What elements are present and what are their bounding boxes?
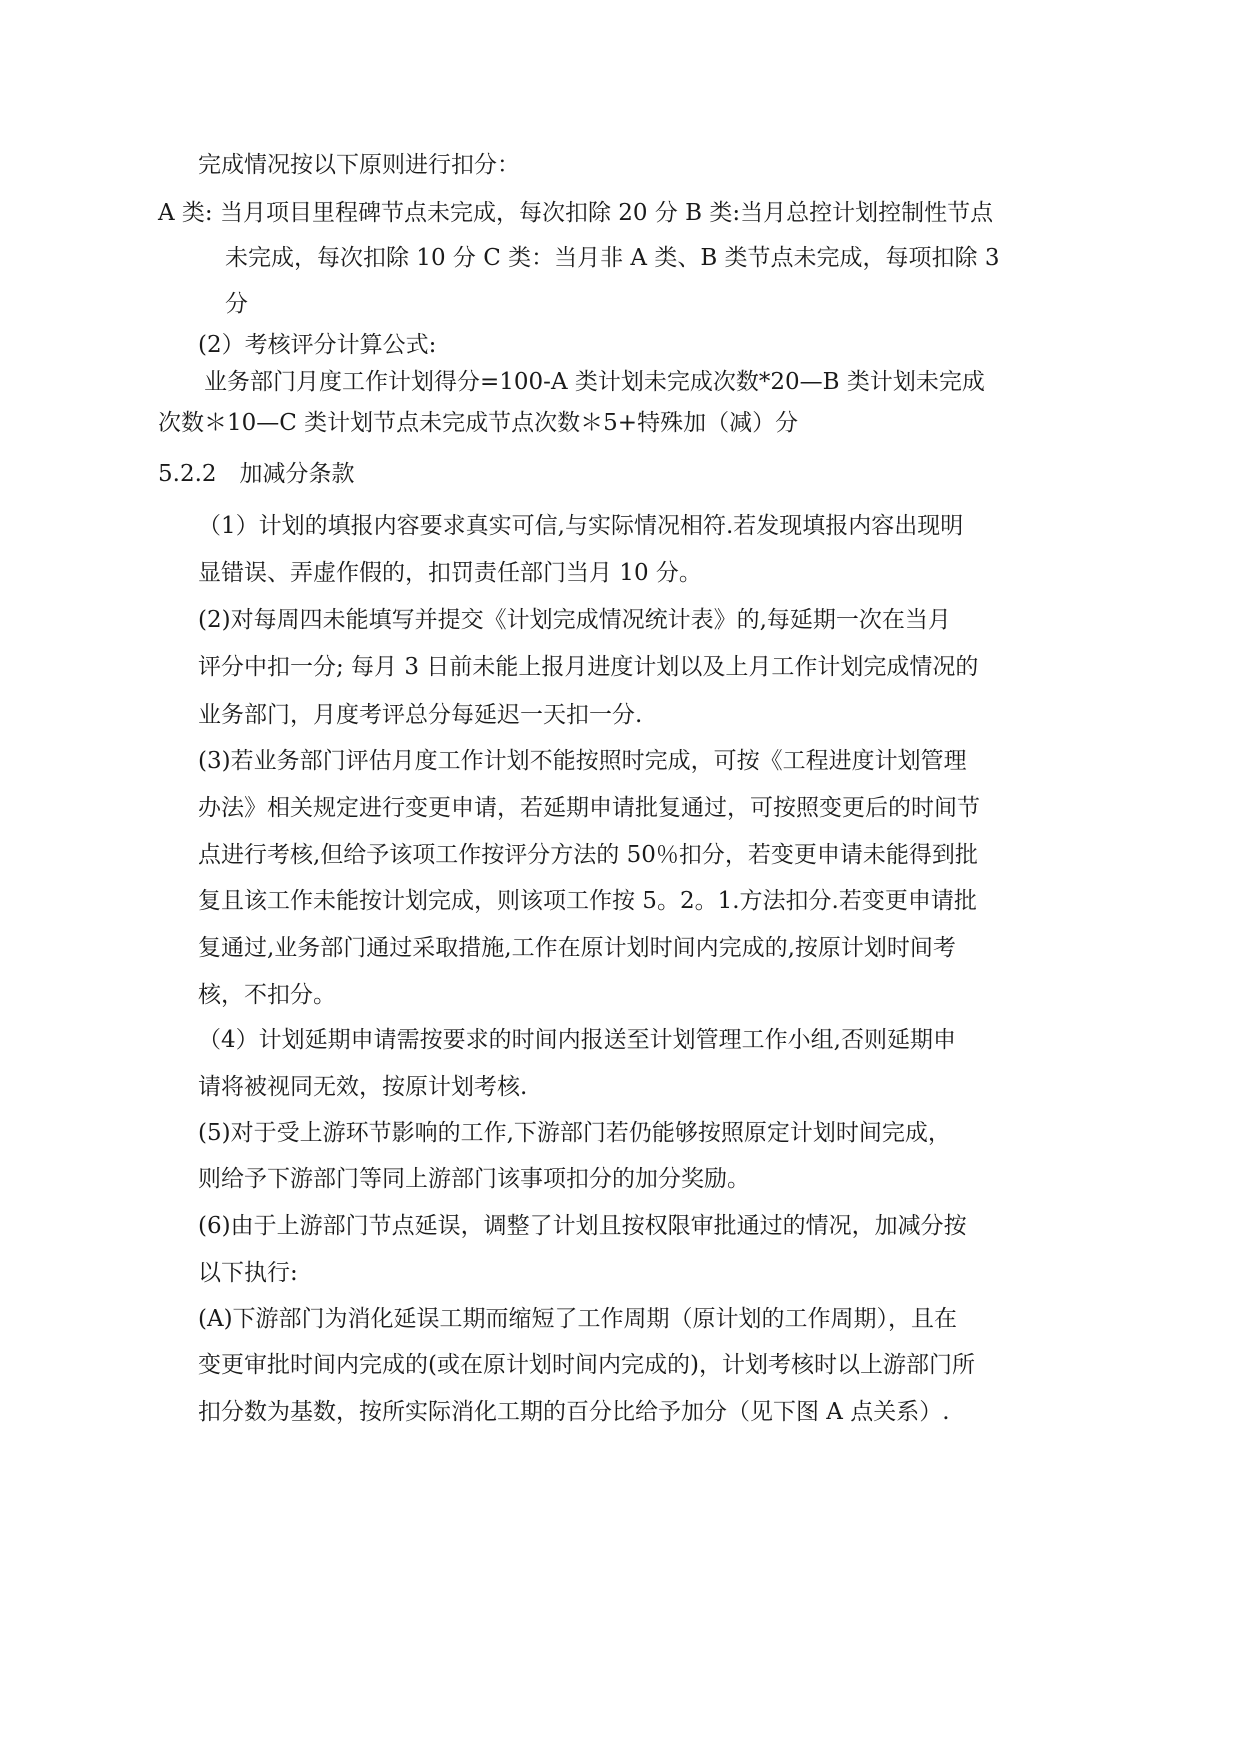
text-line: 次数＊10—C 类计划节点未完成节点次数＊5+特殊加（减）分: [158, 410, 799, 436]
text-line: (5)对于受上游环节影响的工作,下游部门若仍能够按照原定计划时间完成，: [198, 1120, 951, 1146]
text-line: (2）考核评分计算公式:: [198, 332, 437, 358]
text-line: （4）计划延期申请需按要求的时间内报送至计划管理工作小组,否则延期申: [198, 1027, 956, 1053]
text-line: 未完成，每次扣除 10 分 C 类：当月非 A 类、B 类节点未完成，每项扣除 3: [225, 245, 1000, 271]
text-line: 扣分数为基数，按所实际消化工期的百分比给予加分（见下图 A 点关系）.: [198, 1399, 950, 1425]
text-line: 复通过,业务部门通过采取措施,工作在原计划时间内完成的,按原计划时间考: [198, 935, 956, 961]
text-line: 完成情况按以下原则进行扣分：: [198, 152, 520, 178]
text-line: 复且该工作未能按计划完成，则该项工作按 5。2。1.方法扣分.若变更申请批: [198, 888, 977, 914]
text-line: (6)由于上游部门节点延误，调整了计划且按权限审批通过的情况，加减分按: [198, 1213, 967, 1239]
text-line: 评分中扣一分; 每月 3 日前未能上报月进度计划以及上月工作计划完成情况的: [198, 654, 979, 680]
text-line: (2)对每周四未能填写并提交《计划完成情况统计表》的,每延期一次在当月: [198, 607, 951, 633]
text-line: 点进行考核,但给予该项工作按评分方法的 50％扣分，若变更申请未能得到批: [198, 842, 978, 868]
text-line: A 类: 当月项目里程碑节点未完成，每次扣除 20 分 B 类:当月总控计划控制性节点: [158, 200, 994, 226]
text-line: 显错误、弄虚作假的，扣罚责任部门当月 10 分。: [198, 560, 702, 586]
text-line: (3)若业务部门评估月度工作计划不能按照时完成，可按《工程进度计划管理: [198, 748, 967, 774]
text-line: 请将被视同无效，按原计划考核.: [198, 1074, 528, 1100]
text-line: 核，不扣分。: [198, 982, 336, 1008]
text-line: 变更审批时间内完成的(或在原计划时间内完成的)，计划考核时以上游部门所: [198, 1352, 975, 1378]
text-line: 以下执行:: [198, 1260, 298, 1286]
text-line: 则给予下游部门等同上游部门该事项扣分的加分奖励。: [198, 1166, 750, 1192]
text-line: （1）计划的填报内容要求真实可信,与实际情况相符.若发现填报内容出现明: [198, 513, 964, 539]
text-line: 业务部门月度工作计划得分=100-A 类计划未完成次数*20—B 类计划未完成: [204, 369, 985, 395]
text-line: (A)下游部门为消化延误工期而缩短了工作周期（原计划的工作周期），且在: [198, 1306, 958, 1332]
section-heading: 5.2.2 加减分条款: [158, 461, 355, 487]
text-line: 业务部门，月度考评总分每延迟一天扣一分.: [198, 702, 643, 728]
text-line: 分: [225, 291, 248, 317]
text-line: 办法》相关规定进行变更申请，若延期申请批复通过，可按照变更后的时间节: [198, 795, 980, 821]
